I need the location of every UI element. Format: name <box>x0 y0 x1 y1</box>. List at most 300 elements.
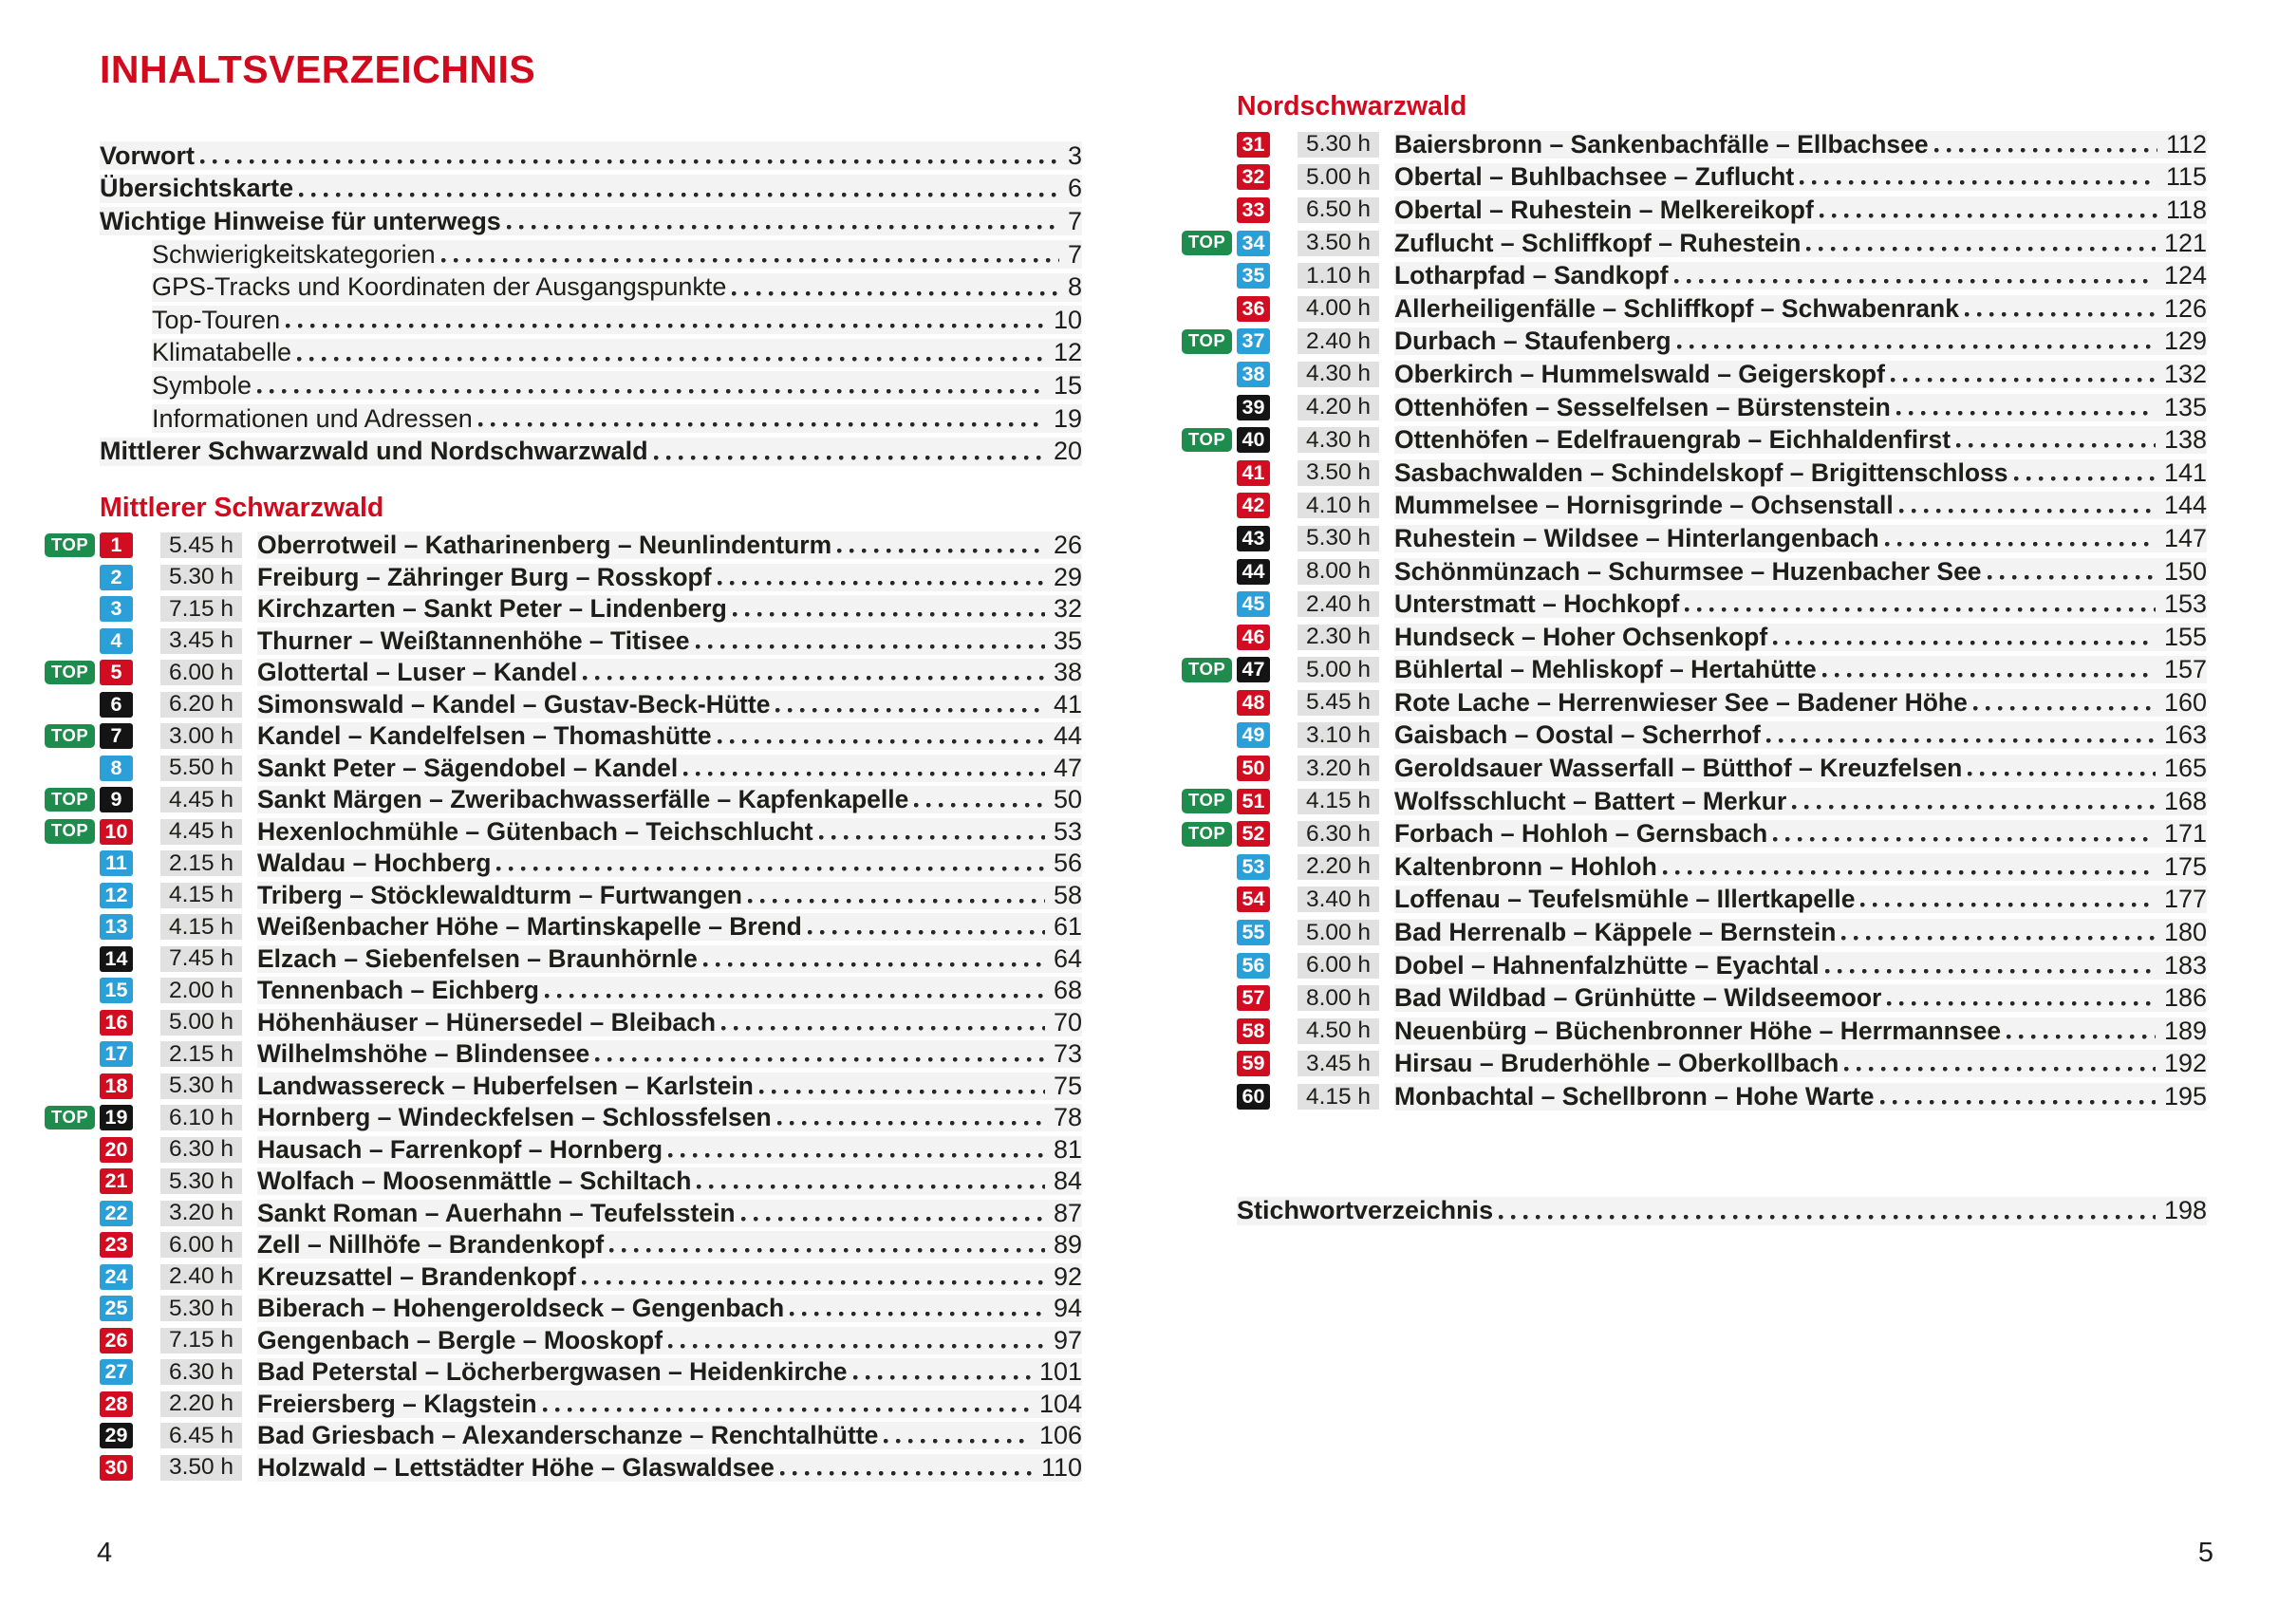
intro-item <box>45 238 1082 271</box>
tour-duration: 5.50 h <box>160 756 242 781</box>
dot-leader <box>668 1136 1045 1164</box>
tour-duration: 2.40 h <box>160 1264 242 1290</box>
dot-leader <box>884 1422 1031 1449</box>
tour-row <box>45 1197 1082 1229</box>
tour-row <box>45 1229 1082 1261</box>
top-badge: TOP <box>1182 329 1232 354</box>
tour-title: Hexenlochmühle – Gütenbach – Teichschlucht <box>257 816 813 846</box>
dot-leader <box>777 1104 1045 1131</box>
intro-item <box>45 402 1082 436</box>
page-number: 7 <box>1067 239 1082 269</box>
dot-leader <box>2014 459 2156 487</box>
tour-title: Elzach – Siebenfelsen – Braunhörnle <box>257 943 698 973</box>
tour-title: Kaltenbronn – Hohloh <box>1394 851 1657 881</box>
tour-title: Simonswald – Kandel – Gustav-Beck-Hütte <box>257 689 771 719</box>
tour-number-badge: 50 <box>1237 756 1270 781</box>
tour-title: Kreuzsattel – Brandenkopf <box>257 1261 576 1291</box>
tour-number-badge: 23 <box>100 1232 133 1258</box>
tour-duration: 4.30 h <box>1298 362 1379 387</box>
tour-number-badge: 48 <box>1237 690 1270 716</box>
tour-row <box>1182 391 2207 424</box>
tour-title: Thurner – Weißtannenhöhe – Titisee <box>257 625 690 655</box>
tour-number-badge: 58 <box>1237 1018 1270 1044</box>
tour-duration: 5.00 h <box>1298 920 1379 945</box>
tour-title: Hausach – Farrenkopf – Hornberg <box>257 1134 663 1164</box>
tour-title: Sasbachwalden – Schindelskopf – Brigittenschloss <box>1394 457 2008 487</box>
tour-title: Landwassereck – Huberfelsen – Karlstein <box>257 1071 754 1100</box>
tour-row <box>45 815 1082 848</box>
tour-page-number: 124 <box>2163 261 2207 290</box>
tour-page-number: 129 <box>2163 327 2207 356</box>
dot-leader <box>654 438 1045 466</box>
tour-page-number: 70 <box>1053 1007 1082 1036</box>
tour-duration: 4.45 h <box>160 819 242 845</box>
page-number: 20 <box>1053 437 1082 466</box>
top-badge-slot <box>1182 789 1237 813</box>
dot-leader <box>1968 755 2156 782</box>
dot-leader <box>721 1009 1045 1036</box>
tour-row <box>1182 588 2207 621</box>
tour-title: Oberkirch – Hummelswald – Geigerskopf <box>1394 359 1885 388</box>
tour-title: Obertal – Buhlbachsee – Zuflucht <box>1394 162 1795 192</box>
tour-page-number: 101 <box>1038 1357 1082 1387</box>
page-title: INHALTSVERZEICHNIS <box>100 47 536 91</box>
tour-number-badge: 18 <box>100 1073 133 1099</box>
tour-number-badge: 55 <box>1237 920 1270 945</box>
tour-page-number: 92 <box>1053 1261 1082 1291</box>
dot-leader <box>1965 295 2156 323</box>
tour-page-number: 35 <box>1053 625 1082 655</box>
top-badge: TOP <box>1182 822 1232 847</box>
tour-duration: 1.10 h <box>1298 263 1379 289</box>
tour-title: Wolfsschlucht – Battert – Merkur <box>1394 786 1787 815</box>
tour-title: Forbach – Hohloh – Gernsbach <box>1394 819 1768 849</box>
intro-label: Wichtige Hinweise für unterwegs <box>100 206 501 235</box>
tour-duration: 5.30 h <box>160 1168 242 1194</box>
tour-duration: 3.40 h <box>1298 887 1379 912</box>
tour-title: Durbach – Staufenberg <box>1394 327 1671 356</box>
tour-duration: 5.00 h <box>1298 164 1379 190</box>
section-heading-mittlerer-schwarzwald: Mittlerer Schwarzwald <box>100 492 384 523</box>
dot-leader <box>683 755 1045 782</box>
tour-row <box>45 1006 1082 1038</box>
page-number: 12 <box>1053 338 1082 367</box>
tour-number-badge: 59 <box>1237 1051 1270 1076</box>
tour-number-badge: 38 <box>1237 362 1270 387</box>
tour-duration: 8.00 h <box>1298 985 1379 1011</box>
tour-row <box>45 1451 1082 1484</box>
tour-title: Ottenhöfen – Edelfrauengrab – Eichhaldenfirst <box>1394 425 1951 455</box>
tour-page-number: 153 <box>2163 589 2207 619</box>
page-footer-right: 5 <box>2197 1538 2213 1568</box>
tour-number-badge: 40 <box>1237 427 1270 453</box>
dot-leader <box>853 1358 1031 1386</box>
tour-number-badge: 37 <box>1237 328 1270 354</box>
tour-duration: 2.40 h <box>1298 328 1379 354</box>
tour-page-number: 56 <box>1053 849 1082 878</box>
dot-leader <box>583 659 1045 686</box>
tour-duration: 5.45 h <box>160 532 242 558</box>
tour-title: Kirchzarten – Sankt Peter – Lindenberg <box>257 594 727 624</box>
tour-number-badge: 9 <box>100 787 133 812</box>
tour-number-badge: 26 <box>100 1328 133 1353</box>
tour-duration: 4.10 h <box>1298 493 1379 518</box>
tour-title: Höhenhäuser – Hünersedel – Bleibach <box>257 1007 717 1036</box>
tour-page-number: 177 <box>2163 885 2207 914</box>
top-badge: TOP <box>1182 789 1232 813</box>
tour-duration: 7.45 h <box>160 946 242 972</box>
tour-page-number: 180 <box>2163 918 2207 947</box>
tour-page-number: 183 <box>2163 950 2207 980</box>
tour-page-number: 186 <box>2163 983 2207 1013</box>
dot-leader <box>759 1073 1045 1100</box>
dot-leader <box>1887 984 2156 1012</box>
tour-title: Gaisbach – Oostal – Scherrhof <box>1394 720 1761 750</box>
tour-page-number: 132 <box>2163 359 2207 388</box>
dot-leader <box>1800 163 2157 191</box>
tour-page-number: 29 <box>1053 562 1082 591</box>
tour-number-badge: 17 <box>100 1041 133 1067</box>
intro-label: Informationen und Adressen <box>152 403 473 433</box>
tour-row <box>45 1038 1082 1071</box>
tour-row <box>45 1293 1082 1325</box>
tour-duration: 4.30 h <box>1298 427 1379 453</box>
top-badge-slot <box>45 819 100 844</box>
dot-leader <box>286 306 1045 334</box>
tour-page-number: 61 <box>1053 912 1082 942</box>
tour-page-number: 135 <box>2163 392 2207 421</box>
tour-row <box>1182 457 2207 490</box>
tour-row <box>45 975 1082 1007</box>
dot-leader <box>1885 525 2156 552</box>
index-entry-page-number: 198 <box>2163 1196 2207 1225</box>
tour-row <box>45 1388 1082 1420</box>
tour-number-badge: 46 <box>1237 625 1270 650</box>
tour-title: Wolfach – Moosenmättle – Schiltach <box>257 1167 692 1196</box>
tour-title: Monbachtal – Schellbronn – Hohe Warte <box>1394 1082 1875 1111</box>
tour-row <box>1182 1015 2207 1048</box>
tour-number-badge: 53 <box>1237 854 1270 880</box>
dot-leader <box>1844 1050 2156 1077</box>
tour-page-number: 192 <box>2163 1049 2207 1078</box>
tour-page-number: 41 <box>1053 689 1082 719</box>
tour-title: Dobel – Hahnenfalzhütte – Eyachtal <box>1394 950 1820 980</box>
tour-duration: 5.45 h <box>1298 690 1379 716</box>
top-badge: TOP <box>1182 428 1232 453</box>
intro-item <box>45 271 1082 304</box>
tour-number-badge: 29 <box>100 1423 133 1448</box>
tour-page-number: 150 <box>2163 556 2207 586</box>
tour-title: Lotharpfad – Sandkopf <box>1394 261 1669 290</box>
tour-number-badge: 32 <box>1237 164 1270 190</box>
tour-duration: 8.00 h <box>1298 559 1379 585</box>
tour-row <box>45 1260 1082 1293</box>
tour-page-number: 38 <box>1053 658 1082 687</box>
intro-item <box>45 369 1082 402</box>
tour-page-number: 144 <box>2163 491 2207 520</box>
tour-title: Freiersberg – Klagstein <box>257 1389 537 1418</box>
tour-page-number: 58 <box>1053 880 1082 909</box>
tour-number-badge: 4 <box>100 628 133 654</box>
page-number: 15 <box>1053 370 1082 400</box>
tour-page-number: 89 <box>1053 1230 1082 1260</box>
dot-leader <box>741 1200 1045 1227</box>
tour-number-badge: 13 <box>100 914 133 940</box>
top-badge-slot <box>45 724 100 749</box>
tour-duration: 6.30 h <box>1298 821 1379 847</box>
dot-leader <box>1685 590 2156 618</box>
tour-duration: 6.00 h <box>160 1232 242 1258</box>
tour-duration: 6.00 h <box>1298 953 1379 979</box>
tour-title: Freiburg – Zähringer Burg – Rosskopf <box>257 562 712 591</box>
tour-page-number: 126 <box>2163 293 2207 323</box>
tour-number-badge: 41 <box>1237 460 1270 486</box>
tour-title: Zuflucht – Schliffkopf – Ruhestein <box>1394 228 1802 257</box>
tour-number-badge: 31 <box>1237 132 1270 158</box>
tour-row <box>1182 752 2207 785</box>
tour-title: Hundseck – Hoher Ochsenkopf <box>1394 622 1768 651</box>
tour-title: Zell – Nillhöfe – Brandenkopf <box>257 1230 605 1260</box>
tour-page-number: 87 <box>1053 1198 1082 1227</box>
tour-number-badge: 43 <box>1237 526 1270 551</box>
toc-page-left <box>45 47 1082 1484</box>
tour-number-badge: 11 <box>100 850 133 876</box>
dot-leader <box>790 1295 1045 1322</box>
tour-title: Rote Lache – Herrenwieser See – Badener Höhe <box>1394 687 1968 717</box>
dot-leader <box>297 339 1045 367</box>
tour-row <box>1182 686 2207 719</box>
tour-row <box>1182 326 2207 359</box>
tour-row <box>45 848 1082 880</box>
tour-number-badge: 3 <box>100 596 133 622</box>
tour-number-badge: 27 <box>100 1359 133 1385</box>
tour-duration: 2.30 h <box>1298 625 1379 650</box>
top-badge-slot <box>1182 329 1237 354</box>
tour-number-badge: 8 <box>100 756 133 781</box>
tour-number-badge: 60 <box>1237 1084 1270 1110</box>
top-badge: TOP <box>45 1106 95 1130</box>
tour-duration: 7.15 h <box>160 596 242 622</box>
section-heading-nordschwarzwald: Nordschwarzwald <box>1237 91 1467 121</box>
tour-row <box>1182 884 2207 917</box>
tour-number-badge: 49 <box>1237 722 1270 748</box>
dot-leader <box>200 141 1059 170</box>
dot-leader <box>478 404 1045 433</box>
tour-row <box>1182 719 2207 753</box>
dot-leader <box>1677 327 2156 355</box>
tour-page-number: 168 <box>2163 786 2207 815</box>
top-badge-slot <box>1182 231 1237 255</box>
tour-duration: 6.30 h <box>160 1137 242 1163</box>
tour-duration: 5.00 h <box>160 1010 242 1036</box>
tour-duration: 4.50 h <box>1298 1018 1379 1044</box>
tour-row <box>45 1166 1082 1198</box>
dot-leader <box>697 1167 1044 1195</box>
dot-leader <box>1988 558 2156 586</box>
tour-duration: 3.20 h <box>160 1201 242 1226</box>
tour-number-badge: 35 <box>1237 263 1270 289</box>
top-badge: TOP <box>1182 231 1232 255</box>
tour-page-number: 64 <box>1053 943 1082 973</box>
tour-duration: 2.15 h <box>160 1041 242 1067</box>
tour-title: Sankt Märgen – Zweribachwasserfälle – Kapfenkapelle <box>257 785 909 814</box>
tour-number-badge: 45 <box>1237 591 1270 617</box>
tour-page-number: 171 <box>2163 819 2207 849</box>
tour-duration: 4.15 h <box>1298 1084 1379 1110</box>
tour-duration: 5.30 h <box>160 1296 242 1321</box>
dot-leader <box>1806 230 2155 257</box>
dot-leader <box>696 627 1045 655</box>
tour-page-number: 121 <box>2163 228 2207 257</box>
tour-number-badge: 5 <box>100 660 133 685</box>
dot-leader <box>595 1040 1045 1068</box>
tour-duration: 5.30 h <box>1298 132 1379 158</box>
intro-label: Symbole <box>152 370 252 400</box>
tour-row <box>45 752 1082 784</box>
tour-number-badge: 21 <box>100 1168 133 1194</box>
top-badge-slot <box>45 1106 100 1130</box>
tour-title: Kandel – Kandelfelsen – Thomashütte <box>257 721 712 751</box>
top-badge-slot <box>45 533 100 558</box>
tour-number-badge: 25 <box>100 1296 133 1321</box>
tour-duration: 4.15 h <box>160 883 242 908</box>
dot-leader <box>257 371 1045 400</box>
tour-page-number: 97 <box>1053 1325 1082 1354</box>
tour-number-badge: 30 <box>100 1455 133 1481</box>
tour-number-badge: 7 <box>100 723 133 749</box>
page-number: 3 <box>1067 140 1082 170</box>
tour-page-number: 44 <box>1053 721 1082 751</box>
dot-leader <box>733 595 1045 623</box>
tour-duration: 4.15 h <box>160 914 242 940</box>
tour-title: Allerheiligenfälle – Schliffkopf – Schwabenrank <box>1394 293 1959 323</box>
tour-row <box>45 943 1082 975</box>
tour-duration: 2.20 h <box>1298 854 1379 880</box>
tour-duration: 5.30 h <box>1298 526 1379 551</box>
tour-page-number: 75 <box>1053 1071 1082 1100</box>
tour-title: Holzwald – Lettstädter Höhe – Glaswaldsee <box>257 1452 775 1482</box>
dot-leader <box>819 818 1045 846</box>
dot-leader <box>1792 788 2156 815</box>
tour-page-number: 165 <box>2163 754 2207 783</box>
intro-list <box>45 140 1082 468</box>
tour-number-badge: 14 <box>100 946 133 972</box>
dot-leader <box>718 564 1045 591</box>
dot-leader <box>732 273 1059 302</box>
tour-title: Oberrotweil – Katharinenberg – Neunlindenturm <box>257 531 832 560</box>
tour-title: Obertal – Ruhestein – Melkereikopf <box>1394 195 1814 224</box>
tour-page-number: 81 <box>1053 1134 1082 1164</box>
tour-duration: 4.20 h <box>1298 395 1379 420</box>
dot-leader <box>543 1391 1031 1418</box>
index-entry-row <box>1182 1195 2207 1227</box>
dot-leader <box>718 722 1045 750</box>
tour-number-badge: 36 <box>1237 296 1270 322</box>
tour-number-badge: 33 <box>1237 197 1270 223</box>
top-badge: TOP <box>45 533 95 558</box>
tour-title: Loffenau – Teufelsmühle – Illertkapelle <box>1394 885 1856 914</box>
tour-row <box>45 657 1082 689</box>
tour-duration: 2.00 h <box>160 978 242 1003</box>
intro-label: Klimatabelle <box>152 338 292 367</box>
tour-title: Biberach – Hohengeroldseck – Gengenbach <box>257 1294 785 1323</box>
tour-row <box>1182 423 2207 457</box>
intro-item <box>45 205 1082 238</box>
dot-leader <box>1896 394 2156 421</box>
intro-item <box>45 173 1082 206</box>
tour-duration: 4.15 h <box>1298 789 1379 814</box>
tour-row <box>45 1356 1082 1389</box>
dot-leader <box>1825 952 2156 980</box>
dot-leader <box>299 175 1059 203</box>
tour-duration: 4.00 h <box>1298 296 1379 322</box>
tour-row <box>1182 161 2207 195</box>
tour-row <box>1182 1048 2207 1081</box>
tour-page-number: 147 <box>2163 523 2207 552</box>
tour-title: Hornberg – Windeckfelsen – Schlossfelsen <box>257 1103 772 1132</box>
top-badge: TOP <box>1182 658 1232 682</box>
tour-row <box>1182 227 2207 260</box>
tour-duration: 6.45 h <box>160 1423 242 1448</box>
tour-page-number: 163 <box>2163 720 2207 750</box>
tour-title: Weißenbacher Höhe – Martinskapelle – Brend <box>257 912 802 942</box>
tour-number-badge: 34 <box>1237 231 1270 256</box>
tour-duration: 3.00 h <box>160 723 242 749</box>
intro-label: GPS-Tracks und Koordinaten der Ausgangspunkte <box>152 272 727 302</box>
tour-title: Hirsau – Bruderhöhle – Oberkollbach <box>1394 1049 1839 1078</box>
tour-page-number: 118 <box>2165 195 2207 224</box>
tour-row <box>1182 128 2207 161</box>
dot-leader <box>582 1263 1045 1291</box>
tour-number-badge: 10 <box>100 819 133 845</box>
top-badge: TOP <box>45 788 95 812</box>
tour-duration: 2.15 h <box>160 850 242 876</box>
tour-number-badge: 52 <box>1237 821 1270 847</box>
toc-page-right <box>1182 91 2207 1227</box>
tour-page-number: 155 <box>2163 622 2207 651</box>
intro-label: Schwierigkeitskategorien <box>152 239 436 269</box>
top-badge-slot <box>45 661 100 685</box>
tour-duration: 6.10 h <box>160 1105 242 1130</box>
tour-number-badge: 44 <box>1237 559 1270 585</box>
tour-page-number: 104 <box>1038 1389 1082 1418</box>
top-badge-slot <box>45 788 100 812</box>
dot-leader <box>780 1454 1033 1482</box>
tour-number-badge: 20 <box>100 1137 133 1163</box>
tour-title: Neuenbürg – Büchenbronner Höhe – Herrmannsee <box>1394 1016 2002 1045</box>
tour-title: Bad Peterstal – Löcherbergwasen – Heidenkirche <box>257 1357 848 1387</box>
tour-number-badge: 57 <box>1237 985 1270 1011</box>
tour-title: Sankt Peter – Sägendobel – Kandel <box>257 753 679 782</box>
tour-title: Bad Wildbad – Grünhütte – Wildseemoor <box>1394 983 1882 1013</box>
intro-item <box>45 304 1082 337</box>
intro-label: Top-Touren <box>152 305 281 334</box>
dot-leader <box>668 1327 1045 1354</box>
page-number: 6 <box>1067 174 1082 203</box>
tour-row <box>1182 292 2207 326</box>
tour-number-badge: 24 <box>100 1264 133 1290</box>
tour-row <box>1182 916 2207 949</box>
tour-row <box>45 720 1082 753</box>
tour-page-number: 26 <box>1053 531 1082 560</box>
tour-row <box>45 1102 1082 1134</box>
tour-duration: 3.45 h <box>160 628 242 654</box>
tour-title: Unterstmatt – Hochkopf <box>1394 589 1680 619</box>
tour-row <box>1182 555 2207 588</box>
dot-leader <box>1841 919 2156 946</box>
dot-leader <box>1880 1083 2156 1111</box>
dot-leader <box>837 532 1045 559</box>
